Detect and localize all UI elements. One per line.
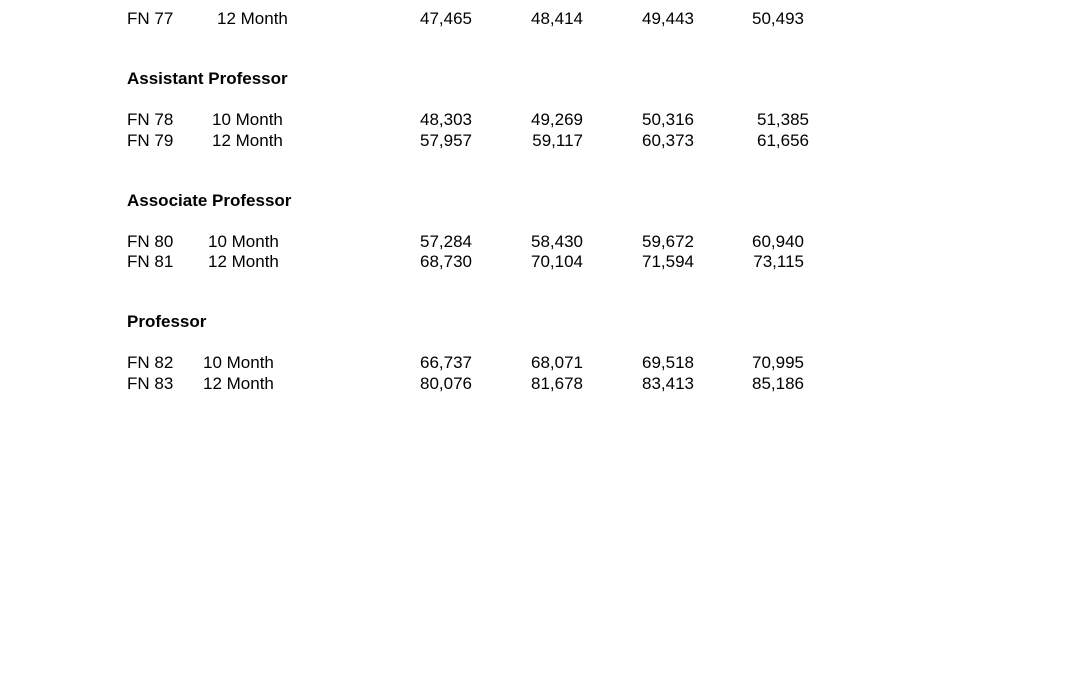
row-value-2: 68,071 (531, 353, 583, 372)
row-value-2: 70,104 (531, 252, 583, 271)
row-value-1: 66,737 (420, 353, 472, 372)
row-value-1: 68,730 (420, 252, 472, 271)
row-value-1: 47,465 (420, 9, 472, 28)
row-value-2: 58,430 (531, 232, 583, 251)
row-term: 12 Month (203, 374, 274, 393)
row-value-1: 57,284 (420, 232, 472, 251)
section-heading: Professor (127, 312, 207, 331)
row-term: 12 Month (208, 252, 279, 271)
row-value-3: 49,443 (642, 9, 694, 28)
row-value-3: 50,316 (642, 110, 694, 129)
row-code: FN 83 (127, 374, 174, 393)
row-term: 12 Month (212, 131, 283, 150)
row-value-2: 81,678 (531, 374, 583, 393)
row-code: FN 77 (127, 9, 174, 28)
row-value-3: 60,373 (642, 131, 694, 150)
row-code: FN 81 (127, 252, 174, 271)
row-value-1: 57,957 (420, 131, 472, 150)
row-value-3: 69,518 (642, 353, 694, 372)
row-value-3: 59,672 (642, 232, 694, 251)
row-value-3: 71,594 (642, 252, 694, 271)
row-term: 10 Month (212, 110, 283, 129)
row-value-2: 49,269 (531, 110, 583, 129)
row-term: 10 Month (203, 353, 274, 372)
row-code: FN 78 (127, 110, 174, 129)
row-value-2: 59,117 (532, 131, 583, 150)
row-value-4: 61,656 (757, 131, 809, 150)
row-value-4: 73,115 (753, 252, 804, 271)
row-code: FN 79 (127, 131, 174, 150)
row-term: 12 Month (217, 9, 288, 28)
row-value-4: 85,186 (752, 374, 804, 393)
row-value-4: 60,940 (752, 232, 804, 251)
section-heading: Associate Professor (127, 191, 292, 210)
row-code: FN 82 (127, 353, 174, 372)
row-code: FN 80 (127, 232, 174, 251)
row-term: 10 Month (208, 232, 279, 251)
row-value-4: 70,995 (752, 353, 804, 372)
row-value-3: 83,413 (642, 374, 694, 393)
row-value-4: 50,493 (752, 9, 804, 28)
section-heading: Assistant Professor (127, 69, 288, 88)
row-value-2: 48,414 (531, 9, 583, 28)
row-value-4: 51,385 (757, 110, 809, 129)
row-value-1: 48,303 (420, 110, 472, 129)
row-value-1: 80,076 (420, 374, 472, 393)
